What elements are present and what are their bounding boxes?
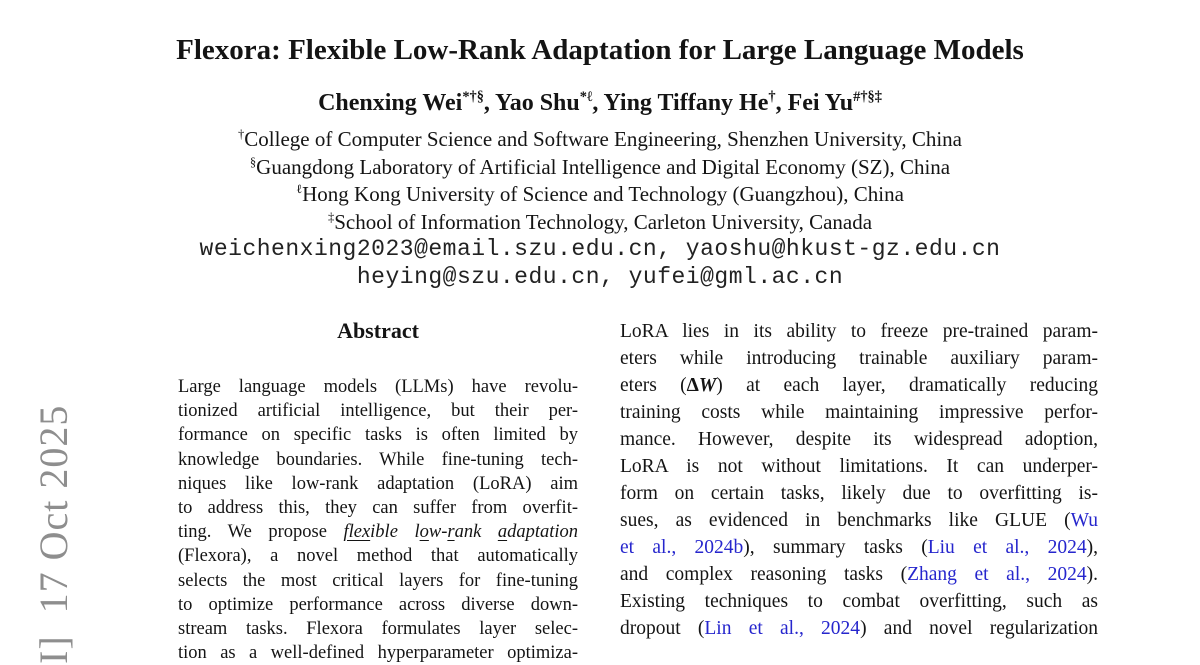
- text-line: selects the most critical layers for fine-tuning: [178, 570, 578, 591]
- paper-title: Flexora: Flexible Low-Rank Adaptation for Large Language Models: [176, 34, 1024, 66]
- text-segment: W: [698, 375, 717, 396]
- text-segment: ank: [454, 522, 498, 543]
- text-segment: a: [497, 522, 508, 543]
- text-line: eters while introducing trainable auxiliary param-: [620, 348, 1098, 369]
- text-line: LoRA lies in its ability to freeze pre-trained param-: [620, 321, 1098, 342]
- text-line: tion as a well-defined hyperparameter optimiza-: [178, 643, 578, 664]
- text-segment: †: [238, 127, 245, 141]
- text-line: [0, 126, 1200, 154]
- text-line: (Flexora), a novel method that automatically: [178, 546, 578, 567]
- text-segment: ‡: [327, 209, 335, 224]
- text-segment: ),: [1086, 537, 1098, 558]
- abstract-body: [178, 375, 578, 665]
- text-line: [0, 90, 1200, 117]
- abstract-heading: Abstract: [337, 318, 419, 343]
- text-line: Existing techniques to combat overfitting, such as: [620, 591, 1098, 612]
- text-segment: †: [768, 89, 776, 105]
- email-line-2: heying@szu.edu.cn, yufei@gml.ac.cn: [356, 263, 844, 290]
- text-segment: daptation: [507, 522, 578, 543]
- text-line: formance on specific tasks is often limited by: [178, 425, 578, 446]
- text-segment: , Ying Tiffany He: [592, 90, 769, 116]
- text-line: [0, 181, 1200, 209]
- left-column: [178, 318, 578, 665]
- text-line: [620, 534, 1098, 561]
- text-segment: eters (: [620, 375, 687, 396]
- affiliations-block: [0, 126, 1200, 236]
- text-segment: ting. We propose: [178, 522, 344, 543]
- text-segment: ible l: [370, 522, 420, 543]
- citation-link[interactable]: Zhang et al., 2024: [907, 564, 1087, 585]
- emails-block: [0, 236, 1200, 291]
- text-line: mance. However, despite its widespread adoption,: [620, 429, 1098, 450]
- text-line: niques like low-rank adaptation (LoRA) aim: [178, 473, 578, 494]
- right-column-body: [620, 318, 1098, 642]
- text-segment: ℓ: [296, 182, 303, 196]
- text-segment: ) and novel regularization: [860, 618, 1099, 639]
- text-line: LoRA is not without limitations. It can underper-: [620, 456, 1098, 477]
- text-segment: flex: [343, 522, 371, 543]
- text-line: to address this, they can suffer from overfit-: [178, 497, 578, 518]
- text-segment: Hong Kong University of Science and Technology (Guangzhou), China: [302, 182, 904, 206]
- arxiv-date-stamp: I] 17 Oct 2025: [31, 404, 76, 664]
- text-line: to optimize performance across diverse down-: [178, 594, 578, 615]
- text-segment: *ℓ: [579, 89, 593, 105]
- text-segment: Guangdong Laboratory of Artificial Intelligence and Digital Economy (SZ), China: [256, 154, 951, 179]
- text-segment: w-: [428, 522, 448, 543]
- author-line: [0, 90, 1200, 117]
- text-segment: Δ: [686, 375, 699, 396]
- email-line-1: weichenxing2023@email.szu.edu.cn, yaoshu@hkust-gz.edu.cn: [199, 236, 1001, 262]
- text-line: training costs while maintaining impressive perfor-: [620, 402, 1098, 423]
- text-segment: *†§: [462, 89, 484, 105]
- text-line: [620, 372, 1098, 399]
- citation-link[interactable]: et al., 2024b: [620, 537, 744, 558]
- text-line: Large language models (LLMs) have revolu-: [178, 377, 578, 397]
- text-line: knowledge boundaries. While fine-tuning tech-: [178, 449, 578, 470]
- text-line: [0, 154, 1200, 182]
- text-line: [620, 615, 1098, 642]
- text-line: [620, 507, 1098, 534]
- text-segment: , Yao Shu: [483, 90, 580, 116]
- text-line: tionized artificial intelligence, but their per-: [178, 401, 578, 422]
- text-segment: sues, as evidenced in benchmarks like GLUE (: [620, 510, 1071, 531]
- text-line: [0, 209, 1200, 237]
- text-segment: Chenxing Wei: [318, 90, 463, 116]
- text-segment: ).: [1086, 564, 1098, 585]
- citation-link[interactable]: Wu: [1070, 510, 1098, 531]
- text-line: [620, 561, 1098, 588]
- text-segment: ) at each layer, dramatically reducing: [716, 375, 1098, 396]
- text-segment: dropout (: [620, 618, 705, 639]
- text-segment: o: [419, 522, 429, 543]
- citation-link[interactable]: Lin et al., 2024: [704, 618, 861, 639]
- text-line: [178, 520, 578, 544]
- text-segment: §: [249, 154, 257, 169]
- text-segment: School of Information Technology, Carleton University, Canada: [334, 209, 873, 234]
- text-segment: ), summary tasks (: [743, 537, 928, 558]
- citation-link[interactable]: Liu et al., 2024: [927, 537, 1087, 558]
- text-segment: and complex reasoning tasks (: [620, 564, 908, 585]
- text-segment: #†§‡: [853, 89, 882, 105]
- text-segment: College of Computer Science and Software Engineering, Shenzhen University, China: [244, 127, 962, 151]
- text-line: stream tasks. Flexora formulates layer selec-: [178, 618, 578, 639]
- text-line: form on certain tasks, likely due to overfitting is-: [620, 483, 1098, 504]
- text-segment: r: [447, 522, 455, 543]
- text-segment: , Fei Yu: [775, 90, 854, 116]
